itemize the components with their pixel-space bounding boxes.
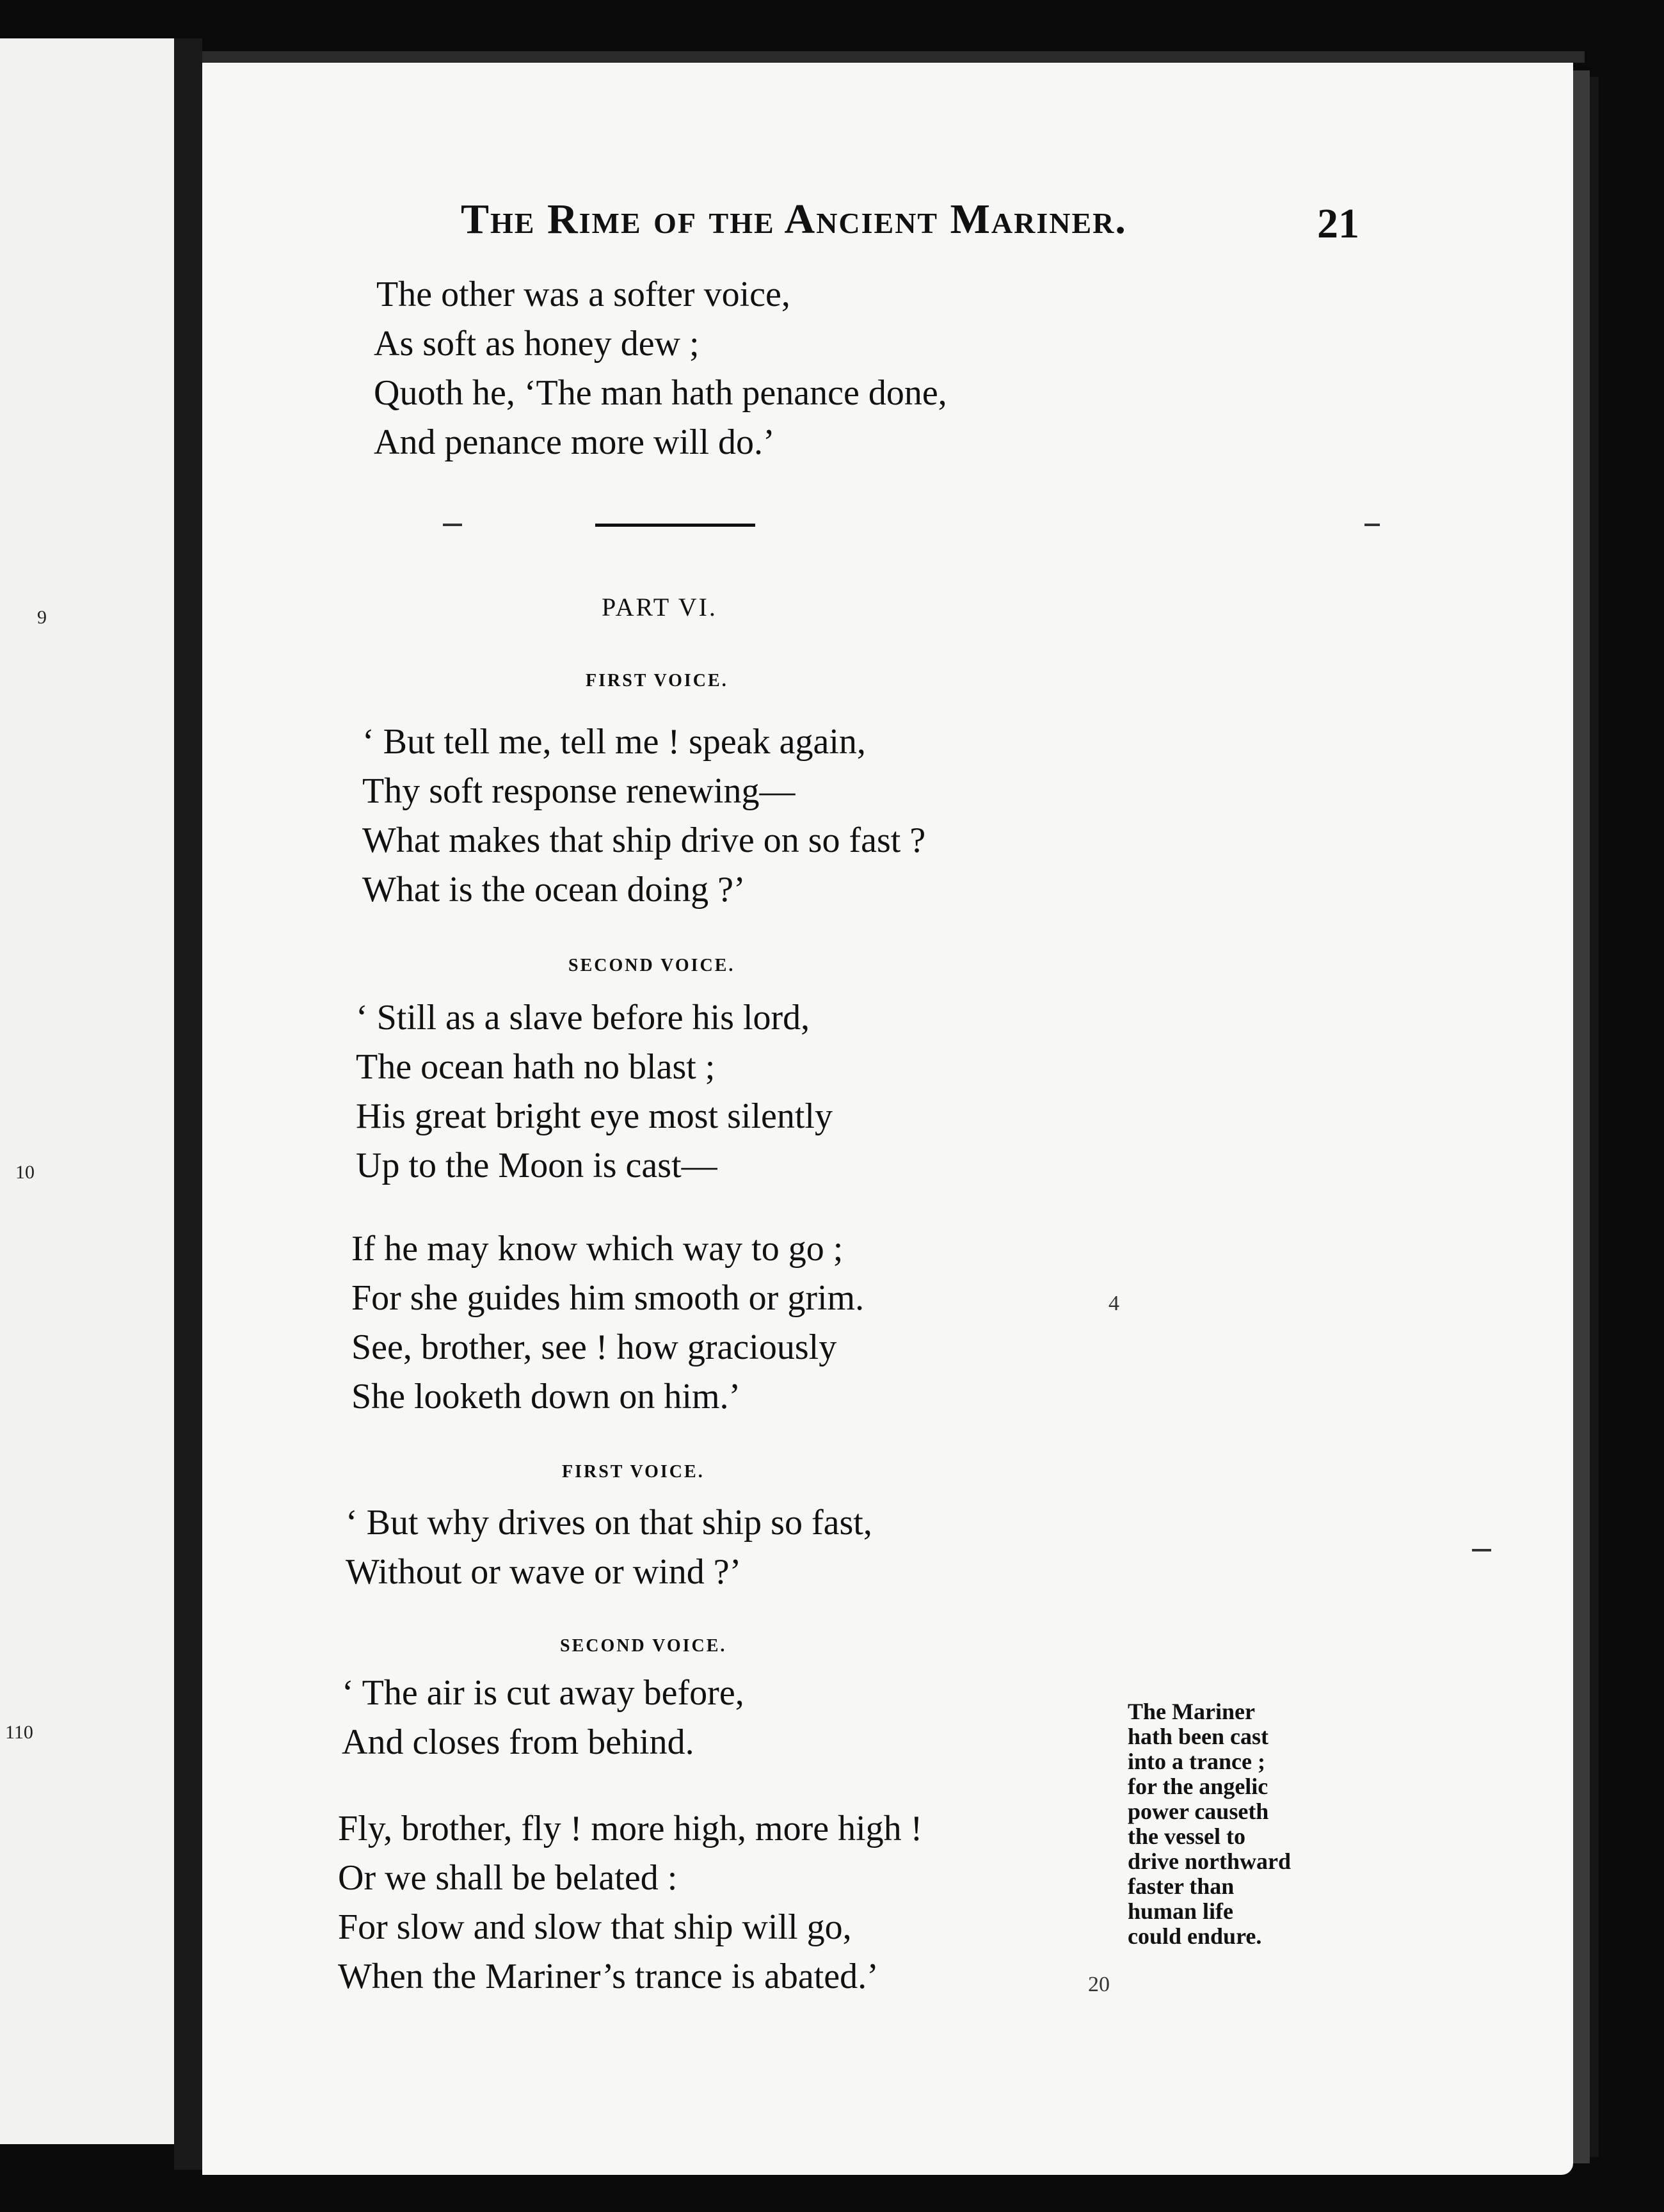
verse-line: The other was a softer voice,	[376, 275, 790, 314]
verse-line: As soft as honey dew ;	[374, 324, 700, 364]
verse-line: Without or wave or wind ?’	[346, 1552, 742, 1592]
gloss-line: into a trance ;	[1128, 1749, 1265, 1774]
gloss-line: hath been cast	[1128, 1724, 1269, 1749]
book-gutter	[174, 38, 202, 2170]
verse-line: ‘ The air is cut away before,	[342, 1673, 744, 1713]
verse-line: The ocean hath no blast ;	[356, 1047, 716, 1087]
speaker-heading: FIRST VOICE.	[586, 671, 728, 691]
verse-line: Thy soft response renewing—	[362, 771, 796, 811]
page-edge	[1573, 70, 1590, 2163]
gloss-line: drive northward	[1128, 1848, 1291, 1874]
gloss-line: could endure.	[1128, 1923, 1262, 1949]
running-head: The Rime of the Ancient Mariner.	[461, 196, 1127, 243]
page-top-edge	[202, 51, 1585, 63]
verse-line: Quoth he, ‘The man hath penance done,	[374, 373, 947, 413]
verse-line: ‘ But why drives on that ship so fast,	[346, 1503, 872, 1543]
verse-line: His great bright eye most silently	[356, 1096, 833, 1136]
left-margin-number: 110	[5, 1722, 33, 1743]
left-page	[0, 38, 174, 2144]
gloss-line: human life	[1128, 1898, 1234, 1924]
verse-line: If he may know which way to go ;	[351, 1229, 844, 1269]
verse-line: When the Mariner’s trance is abated.’	[338, 1957, 879, 1996]
ink-speck	[1364, 524, 1380, 526]
verse-line: ‘ Still as a slave before his lord,	[356, 998, 810, 1038]
left-margin-number: 10	[15, 1162, 35, 1183]
part-heading: PART VI.	[602, 593, 717, 621]
verse-line: What is the ocean doing ?’	[362, 870, 746, 910]
section-divider	[595, 524, 755, 527]
gloss-line: The Mariner	[1128, 1699, 1255, 1724]
speaker-heading: SECOND VOICE.	[568, 956, 735, 975]
verse-line: She looketh down on him.’	[351, 1377, 741, 1416]
speaker-heading: SECOND VOICE.	[560, 1636, 727, 1656]
left-margin-number: 9	[37, 607, 47, 628]
verse-line: And closes from behind.	[342, 1722, 694, 1762]
verse-line: Or we shall be belated :	[338, 1858, 678, 1898]
verse-line: Up to the Moon is cast—	[356, 1146, 717, 1185]
page-number: 21	[1317, 200, 1359, 247]
verse-line: Fly, brother, fly ! more high, more high !	[338, 1809, 923, 1848]
line-number: 20	[1088, 1973, 1110, 1996]
gloss-line: the vessel to	[1128, 1823, 1245, 1849]
verse-line: And penance more will do.’	[374, 422, 775, 462]
verse-line: See, brother, see ! how graciously	[351, 1327, 837, 1367]
verse-line: What makes that ship drive on so fast ?	[362, 821, 926, 860]
gloss-line: power causeth	[1128, 1799, 1269, 1824]
gloss-line: for the angelic	[1128, 1774, 1268, 1799]
verse-line: For slow and slow that ship will go,	[338, 1907, 852, 1947]
speaker-heading: FIRST VOICE.	[562, 1462, 705, 1482]
page-edge-shadow	[1590, 77, 1599, 2157]
verse-line: For she guides him smooth or grim.	[351, 1278, 865, 1318]
ink-speck	[443, 524, 462, 526]
gloss-line: faster than	[1128, 1873, 1235, 1899]
ink-speck	[1472, 1549, 1491, 1551]
verse-line: ‘ But tell me, tell me ! speak again,	[362, 722, 866, 762]
line-number: 4	[1108, 1292, 1119, 1315]
margin-gloss	[1128, 1699, 1339, 1949]
